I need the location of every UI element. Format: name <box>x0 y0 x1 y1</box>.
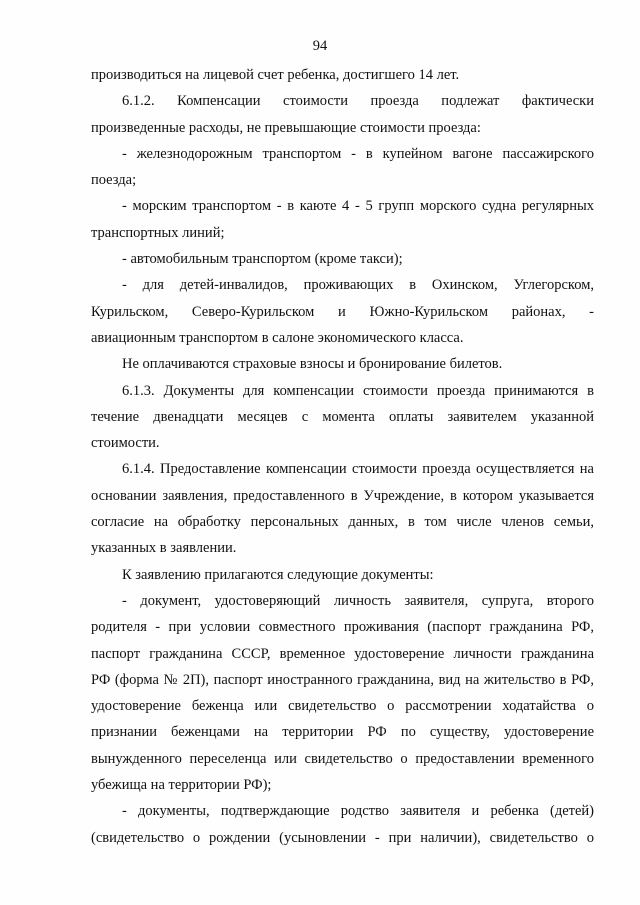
text-line: РФ (форма № 2П), паспорт иностранного гражданина, вид на жительство в РФ, <box>91 671 594 688</box>
text-line: 6.1.4. Предоставление компенсации стоимости проезда осуществляется на <box>122 461 594 478</box>
text-line: 6.1.2. Компенсации стоимости проезда подлежат фактически <box>122 93 594 110</box>
text-line: производиться на лицевой счет ребенка, достигшего 14 лет. <box>91 67 460 83</box>
text-line: вынужденного переселенца или свидетельство о предоставлении временного <box>91 750 594 767</box>
text-line: (свидетельство о рождении (усыновлении - при наличии), свидетельство о <box>91 829 594 846</box>
text-line: 6.1.3. Документы для компенсации стоимости проезда принимаются в <box>122 382 594 399</box>
text-line: стоимости. <box>91 435 160 452</box>
page-number: 94 <box>312 38 328 54</box>
text-line: произведенные расходы, не превышающие стоимости проезда: <box>91 119 481 136</box>
text-line: поезда; <box>91 172 137 189</box>
text-line: транспортных линий; <box>91 224 225 241</box>
text-line: К заявлению прилагаются следующие документы: <box>122 566 434 583</box>
text-line: Не оплачиваются страховые взносы и бронирование билетов. <box>122 356 503 373</box>
text-line: - для детей-инвалидов, проживающих в Охинском, Углегорском, <box>122 277 594 294</box>
text-line: убежища на территории РФ); <box>91 777 272 794</box>
text-line: - документы, подтверждающие родство заявителя и ребенка (детей) <box>122 803 594 820</box>
text-line: согласие на обработку персональных данных, в том числе членов семьи, <box>91 514 594 531</box>
text-line: родителя - при условии совместного проживания (паспорт гражданина РФ, <box>91 619 594 636</box>
text-line: паспорт гражданина СССР, временное удостоверение личности гражданина <box>91 645 594 662</box>
document-body <box>91 62 594 851</box>
text-line: - морским транспортом - в каюте 4 - 5 групп морского судна регулярных <box>122 198 594 215</box>
text-line: Курильском, Северо-Курильском и Южно-Курильском районах, - <box>91 303 594 320</box>
text-line: удостоверение беженца или свидетельство о рассмотрении ходатайства о <box>91 698 594 715</box>
text-line: - документ, удостоверяющий личность заявителя, супруга, второго <box>122 592 594 609</box>
text-line: авиационным транспортом в салоне экономического класса. <box>91 329 464 346</box>
text-line: основании заявления, предоставленного в Учреждение, в котором указывается <box>91 487 594 504</box>
text-line: указанных в заявлении. <box>91 540 237 557</box>
text-line: - автомобильным транспортом (кроме такси); <box>122 251 403 268</box>
text-line: - железнодорожным транспортом - в купейном вагоне пассажирского <box>122 145 594 162</box>
text-line: признании беженцами на территории РФ по существу, удостоверение <box>91 724 594 741</box>
text-line: течение двенадцати месяцев с момента оплаты заявителем указанной <box>91 408 594 425</box>
